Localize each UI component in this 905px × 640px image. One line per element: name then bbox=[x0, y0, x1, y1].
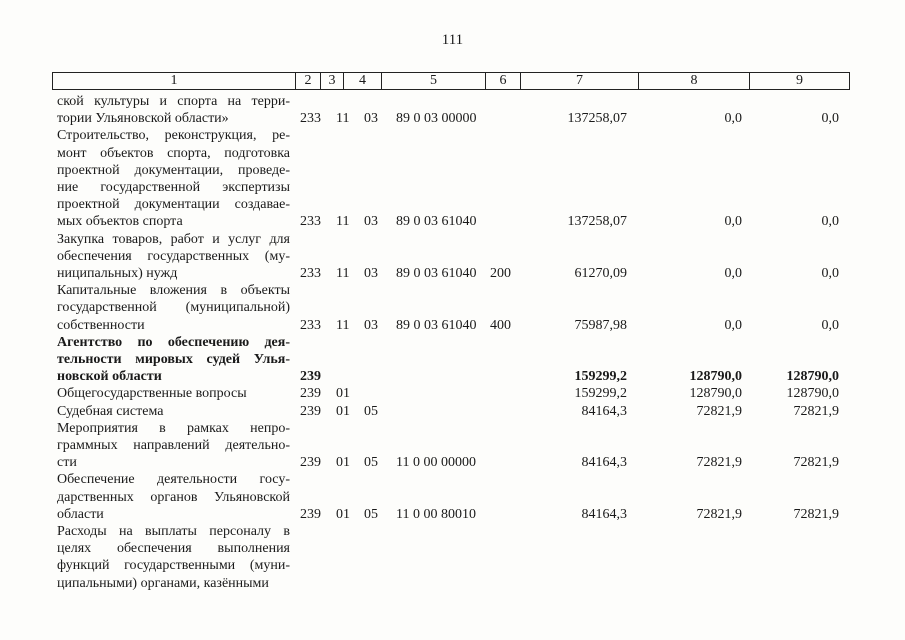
cell-col-2: 233 bbox=[300, 265, 321, 281]
cell-col-2: 239 bbox=[300, 369, 321, 385]
cell-col-5: 11 0 00 80010 bbox=[396, 506, 476, 522]
row-label bbox=[57, 282, 290, 334]
table-row bbox=[0, 403, 905, 420]
cell-col-4: 05 bbox=[364, 403, 378, 419]
row-label bbox=[57, 420, 290, 472]
cell-col-2: 239 bbox=[300, 506, 321, 522]
row-label bbox=[57, 127, 290, 230]
cell-col-8: 128790,0 bbox=[689, 369, 742, 385]
row-label-line: Общегосударственные вопросы bbox=[57, 386, 247, 402]
cell-col-9: 128790,0 bbox=[786, 369, 839, 385]
row-label-line: Строительство, реконструкция, ре- bbox=[57, 128, 290, 144]
row-label bbox=[57, 231, 290, 283]
cell-col-2: 239 bbox=[300, 455, 321, 471]
cell-col-8: 72821,9 bbox=[696, 403, 742, 419]
cell-col-7: 159299,2 bbox=[574, 386, 627, 402]
row-label-line: функций государственными (муни- bbox=[57, 558, 290, 574]
row-label-line: ниципальных) нужд bbox=[57, 266, 178, 281]
page-number: 111 bbox=[441, 32, 464, 48]
row-label bbox=[57, 334, 290, 386]
row-label-line: сти bbox=[57, 455, 77, 471]
cell-col-7: 137258,07 bbox=[567, 214, 627, 230]
row-label-line: Закупка товаров, работ и услуг для bbox=[57, 231, 290, 247]
cell-col-2: 233 bbox=[300, 214, 321, 230]
cell-col-3: 11 bbox=[336, 265, 350, 281]
row-label bbox=[57, 93, 290, 127]
row-label-line: государственной (муниципальной) bbox=[57, 300, 290, 316]
cell-col-9: 72821,9 bbox=[793, 506, 839, 522]
cell-col-2: 233 bbox=[300, 317, 321, 333]
table-row bbox=[0, 420, 905, 472]
cell-col-8: 72821,9 bbox=[696, 506, 742, 522]
table-header bbox=[52, 72, 850, 90]
row-label-line: монт объектов спорта, подготовка bbox=[57, 145, 290, 161]
cell-col-4: 03 bbox=[364, 265, 378, 281]
table-row bbox=[0, 282, 905, 334]
table-row bbox=[0, 231, 905, 283]
cell-col-9: 0,0 bbox=[821, 214, 839, 230]
header-col-1: 1 bbox=[53, 73, 296, 89]
row-label-line: проектной документации, проведе- bbox=[57, 162, 290, 178]
cell-col-8: 0,0 bbox=[724, 265, 742, 281]
row-label-line: целях обеспечения выполнения bbox=[57, 541, 290, 557]
header-col-4: 4 bbox=[344, 73, 382, 89]
row-label-line: проектной документации создавае- bbox=[57, 197, 290, 213]
cell-col-9: 0,0 bbox=[821, 317, 839, 333]
cell-col-9: 128790,0 bbox=[786, 386, 839, 402]
row-label-line: ние государственной экспертизы bbox=[57, 180, 290, 195]
cell-col-7: 159299,2 bbox=[574, 369, 627, 385]
row-label-line: тории Ульяновской области» bbox=[57, 111, 229, 127]
row-label-line: граммных направлений деятельно- bbox=[57, 438, 290, 453]
cell-col-7: 84164,3 bbox=[581, 506, 627, 522]
table-row bbox=[0, 93, 905, 127]
cell-col-2: 239 bbox=[300, 403, 321, 419]
header-col-8: 8 bbox=[639, 73, 750, 89]
row-label-line: тельности мировых судей Улья- bbox=[57, 352, 290, 367]
row-label-line: области bbox=[57, 506, 104, 522]
row-label-line: ципальными) органами, казёнными bbox=[57, 575, 269, 591]
header-col-9: 9 bbox=[796, 73, 803, 88]
cell-col-8: 0,0 bbox=[724, 214, 742, 230]
row-label-line: новской области bbox=[57, 369, 162, 385]
cell-col-4: 05 bbox=[364, 506, 378, 522]
row-label-line: мых объектов спорта bbox=[57, 214, 183, 230]
cell-col-9: 0,0 bbox=[821, 265, 839, 281]
cell-col-3: 01 bbox=[336, 506, 350, 522]
cell-col-5: 89 0 03 61040 bbox=[396, 317, 477, 333]
row-label-line: Мероприятия в рамках непро- bbox=[57, 420, 290, 436]
cell-col-7: 137258,07 bbox=[567, 111, 627, 127]
row-label bbox=[57, 403, 290, 420]
cell-col-8: 0,0 bbox=[724, 111, 742, 127]
cell-col-7: 84164,3 bbox=[581, 403, 627, 419]
row-label-line: Обеспечение деятельности госу- bbox=[57, 472, 290, 488]
cell-col-8: 128790,0 bbox=[689, 386, 742, 402]
cell-col-3: 01 bbox=[336, 386, 350, 402]
cell-col-9: 0,0 bbox=[821, 111, 839, 127]
cell-col-5: 89 0 03 61040 bbox=[396, 214, 477, 230]
cell-col-4: 03 bbox=[364, 111, 378, 127]
header-col-5: 5 bbox=[382, 73, 486, 89]
cell-col-3: 01 bbox=[336, 455, 350, 471]
table-row bbox=[0, 127, 905, 230]
cell-col-5: 89 0 03 00000 bbox=[396, 111, 477, 127]
cell-col-6: 400 bbox=[490, 317, 511, 333]
row-label-line: Судебная система bbox=[57, 403, 164, 419]
header-col-3: 3 bbox=[321, 73, 344, 89]
row-label-line: обеспечения государственных (му- bbox=[57, 248, 290, 264]
row-label bbox=[57, 523, 290, 592]
table-row bbox=[0, 334, 905, 386]
row-label-line: ской культуры и спорта на терри- bbox=[57, 94, 290, 109]
cell-col-7: 75987,98 bbox=[574, 317, 627, 333]
cell-col-7: 84164,3 bbox=[581, 455, 627, 471]
row-label bbox=[57, 471, 290, 523]
cell-col-3: 01 bbox=[336, 403, 350, 419]
cell-col-9: 72821,9 bbox=[793, 455, 839, 471]
cell-col-3: 11 bbox=[336, 317, 350, 333]
row-label-line: собственности bbox=[57, 317, 145, 333]
header-col-7: 7 bbox=[521, 73, 639, 89]
cell-col-2: 233 bbox=[300, 111, 321, 127]
header-col-2: 2 bbox=[296, 73, 321, 89]
cell-col-4: 03 bbox=[364, 214, 378, 230]
cell-col-5: 11 0 00 00000 bbox=[396, 455, 476, 471]
cell-col-6: 200 bbox=[490, 265, 511, 281]
row-label bbox=[57, 385, 290, 402]
row-label-line: Расходы на выплаты персоналу в bbox=[57, 524, 290, 539]
cell-col-7: 61270,09 bbox=[574, 265, 627, 281]
cell-col-2: 239 bbox=[300, 386, 321, 402]
row-label-line: Агентство по обеспечению дея- bbox=[57, 334, 290, 350]
table-row bbox=[0, 523, 905, 592]
table-row bbox=[0, 471, 905, 523]
header-col-6: 6 bbox=[486, 73, 521, 89]
cell-col-4: 03 bbox=[364, 317, 378, 333]
cell-col-5: 89 0 03 61040 bbox=[396, 265, 477, 281]
cell-col-8: 0,0 bbox=[724, 317, 742, 333]
cell-col-3: 11 bbox=[336, 111, 350, 127]
cell-col-4: 05 bbox=[364, 455, 378, 471]
cell-col-3: 11 bbox=[336, 214, 350, 230]
cell-col-9: 72821,9 bbox=[793, 403, 839, 419]
row-label-line: Капитальные вложения в объекты bbox=[57, 283, 290, 299]
row-label-line: дарственных органов Ульяновской bbox=[57, 489, 290, 505]
table-row bbox=[0, 385, 905, 402]
cell-col-8: 72821,9 bbox=[696, 455, 742, 471]
